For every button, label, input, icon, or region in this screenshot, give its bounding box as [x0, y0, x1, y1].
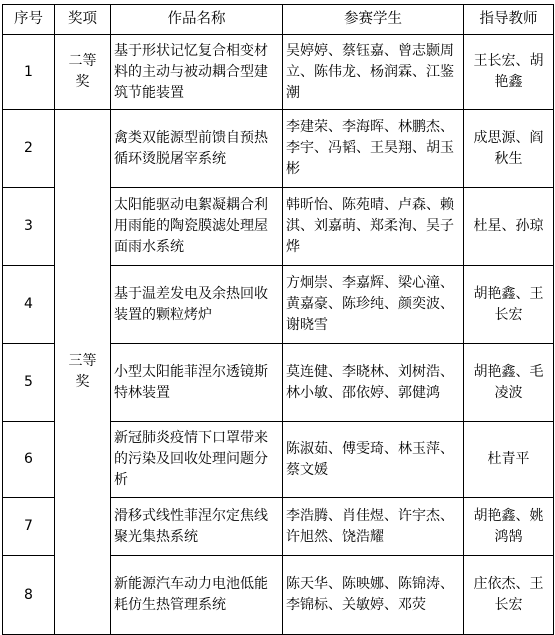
students: 韩昕怡、陈苑晴、卢森、赖淇、刘嘉萌、郑柔洵、吴子烨 — [283, 188, 464, 266]
teachers: 王长宏、胡艳鑫 — [464, 35, 554, 110]
students: 陈天华、陈映娜、陈锦涛、李锦标、关敏婷、邓荧 — [283, 556, 464, 635]
awards-table — [2, 4, 554, 635]
row-number: 6 — [3, 422, 55, 498]
teachers: 胡艳鑫、姚鸿鹄 — [464, 498, 554, 556]
work-title: 小型太阳能菲涅尔透镜斯特林装置 — [111, 344, 283, 422]
work-title: 禽类双能源型前馈自预热循环烫脱屠宰系统 — [111, 110, 283, 188]
header-teachers: 指导教师 — [464, 5, 554, 35]
header-students: 参赛学生 — [283, 5, 464, 35]
teachers: 庄依杰、王长宏 — [464, 556, 554, 635]
award-level: 三等奖 — [55, 110, 111, 635]
row-number: 4 — [3, 266, 55, 344]
teachers: 胡艳鑫、毛凌波 — [464, 344, 554, 422]
award-level: 二等奖 — [55, 35, 111, 110]
work-title: 滑移式线性菲涅尔定焦线聚光集热系统 — [111, 498, 283, 556]
header-number: 序号 — [3, 5, 55, 35]
work-title: 基于形状记忆复合相变材料的主动与被动耦合型建筑节能装置 — [111, 35, 283, 110]
table-row — [3, 110, 554, 188]
students: 吴婷婷、蔡钰嘉、曾志颢周立、陈伟龙、杨润霖、江鉴潮 — [283, 35, 464, 110]
row-number: 5 — [3, 344, 55, 422]
students: 李浩腾、肖佳煜、许宇杰、许旭然、饶浩耀 — [283, 498, 464, 556]
work-title: 新能源汽车动力电池低能耗仿生热管理系统 — [111, 556, 283, 635]
table-row — [3, 35, 554, 110]
header-row — [3, 5, 554, 35]
students: 方炯崇、李嘉辉、梁心潼、黄嘉豪、陈珍纯、颜奕波、谢晓雪 — [283, 266, 464, 344]
teachers: 成思源、阎秋生 — [464, 110, 554, 188]
row-number: 8 — [3, 556, 55, 635]
teachers: 杜星、孙琼 — [464, 188, 554, 266]
header-award: 奖项 — [55, 5, 111, 35]
work-title: 太阳能驱动电絮凝耦合利用雨能的陶瓷膜滤处理屋面雨水系统 — [111, 188, 283, 266]
students: 陈淑茹、傅雯琦、林玉萍、蔡文媛 — [283, 422, 464, 498]
teachers: 杜青平 — [464, 422, 554, 498]
students: 李建荣、李海晖、林鹏杰、李宇、冯韬、王昊翔、胡玉彬 — [283, 110, 464, 188]
header-title: 作品名称 — [111, 5, 283, 35]
teachers: 胡艳鑫、王长宏 — [464, 266, 554, 344]
row-number: 1 — [3, 35, 55, 110]
row-number: 7 — [3, 498, 55, 556]
work-title: 新冠肺炎疫情下口罩带来的污染及回收处理问题分析 — [111, 422, 283, 498]
row-number: 3 — [3, 188, 55, 266]
row-number: 2 — [3, 110, 55, 188]
students: 莫连健、李晓林、刘树浩、林小敏、邵依婷、郭健鸿 — [283, 344, 464, 422]
work-title: 基于温差发电及余热回收装置的颗粒烤炉 — [111, 266, 283, 344]
